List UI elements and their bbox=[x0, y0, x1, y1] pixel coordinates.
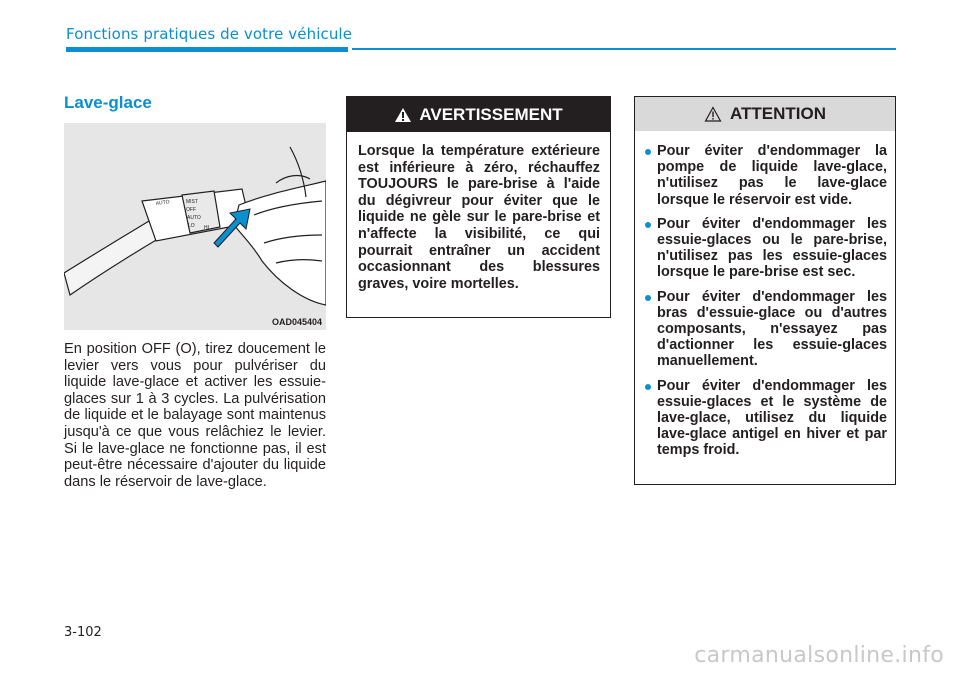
washer-description: En position OFF (O), tirez doucement le levier vers vous pour pulvériser du liquide lave-glace et activer les essuie-glaces sur 1 à 3 cycles. La pulvérisation de liquide et le balayage sont maintenus jusqu'à ce que vous relâchiez le levier. Si le lave-glace ne fonctionne pas, il est peut-être nécessaire d'ajouter du liquide dans le réservoir de lave-glace. bbox=[64, 341, 326, 490]
attention-list bbox=[645, 143, 887, 459]
figure-code: OAD045404 bbox=[271, 317, 322, 327]
warning-text: Lorsque la température extérieure est inférieure à zéro, réchauffez TOUJOURS le pare-brise à l'aide du dégivreur pour éviter que le liquide ne gèle sur le pare-brise et n'affecte la visibilité, ce qui pourrait entraîner un accident occasionnant des blessures graves, voire mortelles. bbox=[358, 143, 600, 292]
warning-title: AVERTISSEMENT bbox=[419, 104, 563, 124]
wiper-lever-figure bbox=[64, 123, 326, 330]
warning-box bbox=[346, 96, 611, 318]
header-rule-thin bbox=[352, 48, 896, 50]
attention-item: Pour éviter d'endommager la pompe de liquide lave-glace, n'utilisez pas le lave-glace lorsque le réservoir est vide. bbox=[645, 143, 887, 208]
header-rule-thick bbox=[66, 47, 348, 52]
attention-item: Pour éviter d'endommager les essuie-glaces et le système de lave-glace, utilisez du liquide lave-glace antigel en hiver et par temps froid. bbox=[645, 378, 887, 459]
page-number: 3-102 bbox=[64, 625, 102, 640]
warning-header bbox=[347, 97, 610, 132]
wiper-lever-illustration bbox=[64, 123, 326, 330]
switch-label: OFF bbox=[186, 207, 196, 213]
switch-label: AUTO bbox=[155, 199, 170, 207]
attention-header bbox=[635, 97, 895, 131]
attention-item: Pour éviter d'endommager les essuie-glaces ou le pare-brise, n'utilisez pas les essuie-glaces lorsque le pare-brise est sec. bbox=[645, 216, 887, 281]
caution-triangle-icon bbox=[704, 106, 722, 122]
attention-item: Pour éviter d'endommager les bras d'essuie-glace ou d'autres composants, n'essayez pas d'actionner les essuie-glaces manuellement. bbox=[645, 289, 887, 370]
switch-label: LO bbox=[188, 223, 195, 229]
subsection-title: Lave-glace bbox=[64, 93, 152, 112]
section-header: Fonctions pratiques de votre véhicule bbox=[66, 25, 353, 43]
warning-triangle-icon bbox=[394, 107, 412, 123]
attention-box bbox=[634, 96, 896, 485]
switch-label: AUTO bbox=[187, 215, 201, 221]
switch-label: MIST bbox=[186, 199, 198, 205]
attention-title: ATTENTION bbox=[729, 104, 826, 123]
watermark: carmanualsonline.info bbox=[694, 643, 944, 668]
switch-label: HI bbox=[204, 225, 209, 231]
